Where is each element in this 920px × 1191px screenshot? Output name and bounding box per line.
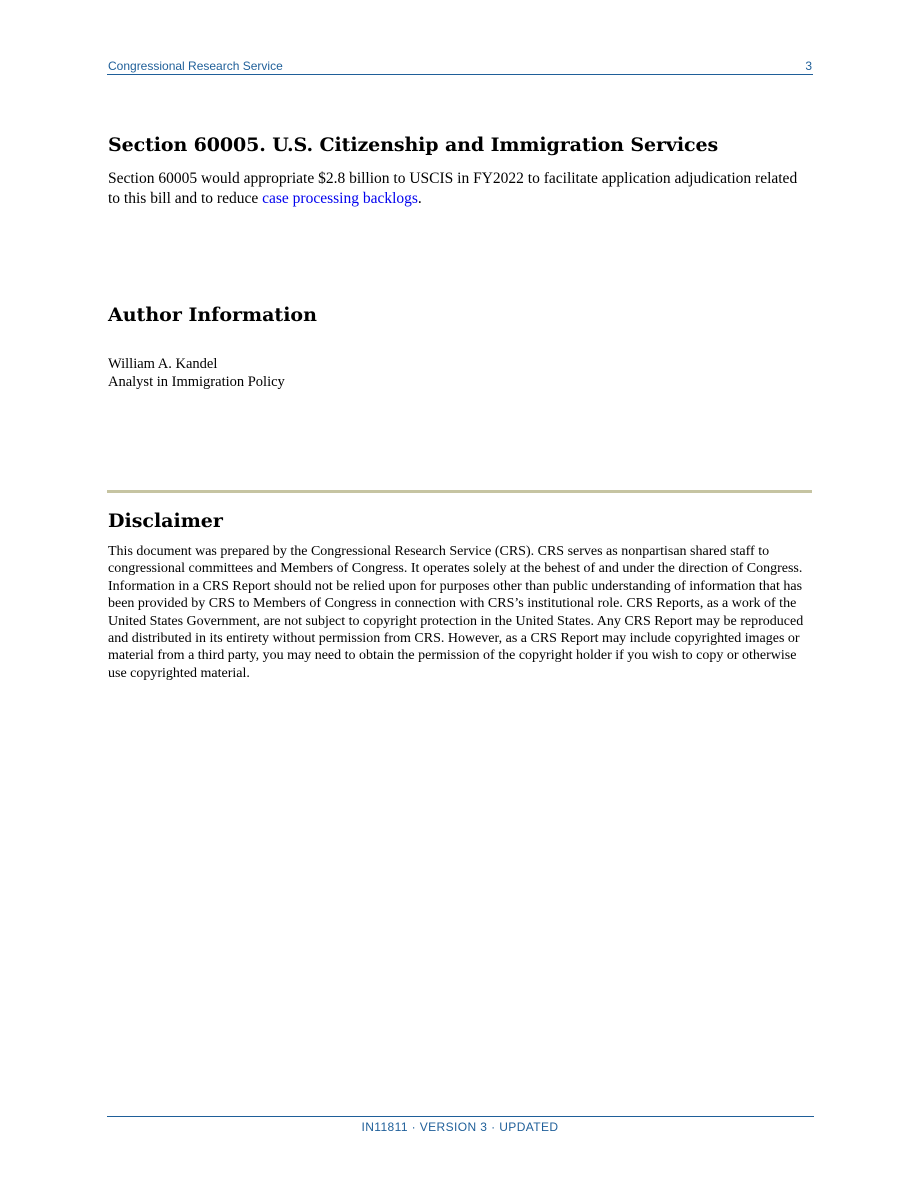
author-heading: Author Information	[108, 304, 317, 326]
footer-identifier: IN11811 · VERSION 3 · UPDATED	[361, 1120, 559, 1134]
disclaimer-paragraph: This document was prepared by the Congressional Research Service (CRS). CRS serves as nonpartisan shared staff to congressional committees and Members of Congress. It operates solely at the behest of and under the direction of Congress. Information in a CRS Report should not be relied upon for purposes other than public understanding of information that has been provided by CRS to Members of Congress in connection with CRS’s institutional role. CRS Reports, as a work of the United States Government, are not subject to copyright protection in the United States. Any CRS Report may be reproduced and distributed in its entirety without permission from CRS. However, as a CRS Report may include copyrighted images or material from a third party, you may need to obtain the permission of the copyright holder if you wish to copy or otherwise use copyrighted material.	[108, 544, 804, 681]
author-block	[108, 355, 285, 391]
section-heading: Section 60005. U.S. Citizenship and Immigration Services	[108, 134, 719, 156]
author-name: William A. Kandel	[108, 356, 218, 372]
section-text-before: Section 60005 would appropriate $2.8 billion to USCIS in FY2022 to facilitate application adjudication related to this bill and to reduce	[108, 170, 798, 207]
author-title: Analyst in Immigration Policy	[108, 374, 285, 390]
running-header	[107, 58, 813, 75]
disclaimer-heading: Disclaimer	[108, 510, 223, 532]
header-publisher: Congressional Research Service	[108, 59, 283, 73]
section-divider	[107, 490, 812, 493]
section-paragraph	[108, 169, 808, 208]
case-processing-backlogs-link[interactable]: case processing backlogs	[262, 189, 418, 207]
footer-divider	[107, 1116, 814, 1117]
section-text-after: .	[417, 189, 422, 207]
header-page-number: 3	[805, 59, 812, 73]
